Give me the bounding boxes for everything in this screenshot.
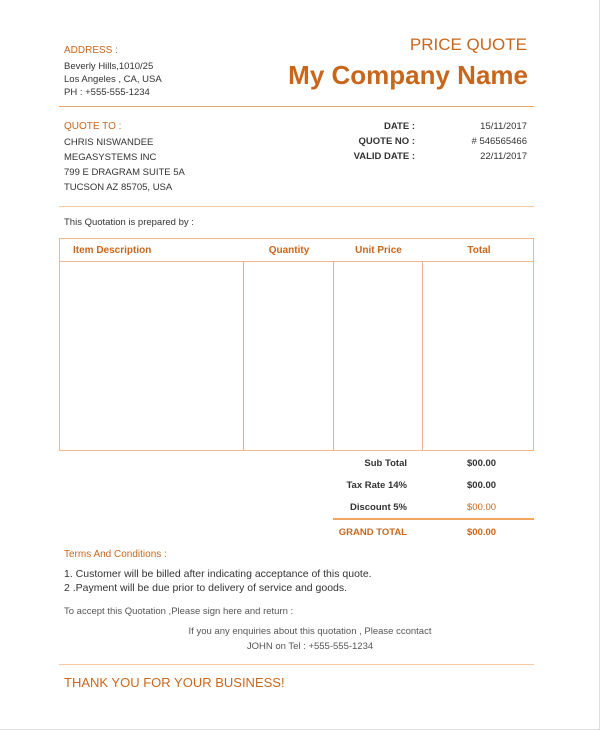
company-name: My Company Name bbox=[288, 60, 528, 90]
col-item-description: Item Description bbox=[73, 245, 152, 256]
column-divider bbox=[333, 261, 334, 450]
grand-total-value: $00.00 bbox=[467, 527, 497, 538]
prepared-by: This Quotation is prepared by : bbox=[64, 217, 194, 228]
divider bbox=[59, 106, 534, 107]
address-line: Beverly Hills,1010/25 bbox=[64, 61, 154, 72]
column-divider bbox=[422, 261, 423, 450]
tax-label: Tax Rate 14% bbox=[346, 480, 407, 491]
terms-label: Terms And Conditions : bbox=[64, 549, 167, 560]
accept-text: To accept this Quotation ,Please sign here and return : bbox=[64, 606, 294, 617]
subtotal-value: $00.00 bbox=[467, 458, 497, 469]
subtotal-label: Sub Total bbox=[364, 458, 407, 469]
quote-no-label: QUOTE NO : bbox=[358, 136, 415, 147]
client-line: MEGASYSTEMS INC bbox=[64, 152, 157, 163]
address-line: Los Angeles , CA, USA bbox=[64, 74, 162, 85]
divider bbox=[59, 206, 534, 207]
date-value: 15/11/2017 bbox=[480, 121, 527, 132]
discount-value: $00.00 bbox=[467, 502, 497, 513]
term-item: 2 .Payment will be due prior to delivery of service and goods. bbox=[64, 582, 348, 594]
grand-total-label: GRAND TOTAL bbox=[338, 527, 407, 538]
table-header bbox=[60, 239, 533, 262]
items-table bbox=[59, 238, 534, 451]
divider bbox=[59, 664, 534, 665]
column-divider bbox=[243, 261, 244, 450]
tax-value: $00.00 bbox=[467, 480, 497, 491]
date-label: DATE : bbox=[384, 121, 415, 132]
contact-line: JOHN on Tel : +555-555-1234 bbox=[246, 641, 374, 652]
client-line: 799 E DRAGRAM SUITE 5A bbox=[64, 167, 185, 178]
doc-title: PRICE QUOTE bbox=[409, 35, 527, 54]
valid-date-label: VALID DATE : bbox=[353, 151, 415, 162]
contact-line: If you any enquiries about this quotation , Please ccontact bbox=[188, 626, 432, 637]
col-unit-price: Unit Price bbox=[355, 245, 402, 256]
quote-to-label: QUOTE TO : bbox=[64, 121, 122, 132]
client-line: CHRIS NISWANDEE bbox=[64, 137, 154, 148]
valid-date-value: 22/11/2017 bbox=[480, 151, 527, 162]
address-line: PH : +555-555-1234 bbox=[64, 87, 150, 98]
quote-no-value: # 546565466 bbox=[471, 136, 527, 147]
term-item: 1. Customer will be billed after indicating acceptance of this quote. bbox=[64, 568, 372, 580]
col-total: Total bbox=[467, 245, 491, 256]
client-line: TUCSON AZ 85705, USA bbox=[64, 182, 173, 193]
thank-you: THANK YOU FOR YOUR BUSINESS! bbox=[64, 675, 285, 690]
address-label: ADDRESS : bbox=[64, 45, 118, 56]
col-quantity: Quantity bbox=[268, 245, 310, 256]
discount-label: Discount 5% bbox=[349, 502, 407, 513]
totals-divider bbox=[333, 518, 534, 520]
